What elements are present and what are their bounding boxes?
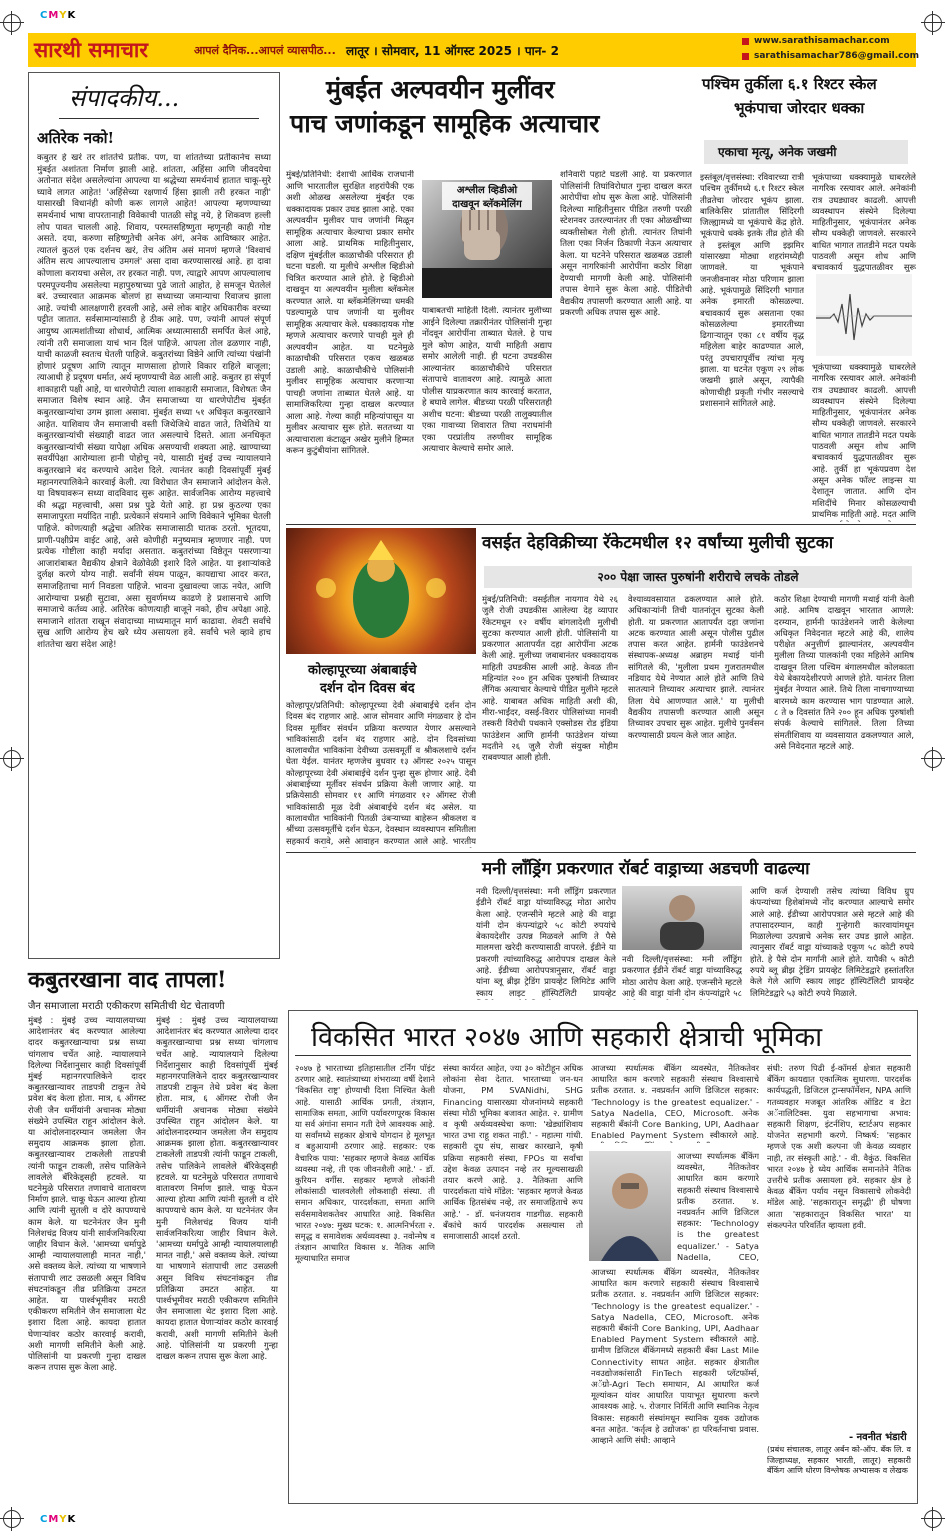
cmyk-mark-top: CMYK (40, 10, 77, 21)
kabutar-body-col1: मुंबई : मुंबई उच्च न्यायालयाच्या आदेशानंतर बंद करण्यात आलेल्या दादर कबुतरखान्याचा प्रश्न सध्या चांगलाच चर्चेत आहे. न्यायालयाने दिलेल्या निर्देशानुसार काही दिवसांपूर्वी मुंबई महानगरपालिकेने दादर कबुतरखान्यावर ताडपत्री टाकून तेथे प्रवेश बंद केला होता. मात्र, ६ ऑगस्ट रोजी जैन धर्मीयांनी अचानक मोठ्या संख्येने उपस्थित राहून आंदोलन केले. या आंदोलनादरम्यान जमलेला जैन समुदाय आक्रमक झाला होता. कबुतरखान्यावर टाकलेली ताडपत्री त्यांनी फाडून टाकली, तसेच पालिकेने लावलेले बॅरिकेड्सही हटवले. या घटनेमुळे परिसरात तणावाचे वातावरण निर्माण झाले. चाकू घेऊन आल्या होत्या आणि त्यांनी सुतली व दोरे कापण्याचे काम केले. या घटनेनंतर जैन मुनी निलेशचंद्र विजय यांनी सार्वजनिकरित्या जाहीर विधान केले. 'आमच्या धर्मापुढे आम्ही न्यायालयालाही मानत नाही,' असे वक्तव्य केले. त्यांच्या या भाषणाने संतापाची लाट उसळली असून विविध संघटनांकडून तीव्र प्रतिक्रिया उमटत आहेत. या पार्श्वभूमीवर मराठी एकीकरण समितीने जैन समाजाला थेट इशारा दिला आहे. कायदा हातात घेणाऱ्यांवर कठोर कारवाई करावी, अशी मागणी समितीने केली आहे. पोलिसांनी या प्रकरणी गुन्हा दाखल करून तपास सुरू केला आहे. (28, 1016, 146, 1374)
kabutar-body-col2: मुंबई : मुंबई उच्च न्यायालयाच्या आदेशानंतर बंद करण्यात आलेल्या दादर कबुतरखान्याचा प्रश्न सध्या चांगलाच चर्चेत आहे. न्यायालयाने दिलेल्या निर्देशानुसार काही दिवसांपूर्वी मुंबई महानगरपालिकेने दादर कबुतरखान्यावर ताडपत्री टाकून तेथे प्रवेश बंद केला होता. मात्र, ६ ऑगस्ट रोजी जैन धर्मीयांनी अचानक मोठ्या संख्येने उपस्थित राहून आंदोलन केले. या आंदोलनादरम्यान जमलेला जैन समुदाय आक्रमक झाला होता. कबुतरखान्यावर टाकलेली ताडपत्री त्यांनी फाडून टाकली, तसेच पालिकेने लावलेले बॅरिकेड्सही हटवले. या घटनेमुळे परिसरात तणावाचे वातावरण निर्माण झाले. चाकू घेऊन आल्या होत्या आणि त्यांनी सुतली व दोरे कापण्याचे काम केले. या घटनेनंतर जैन मुनी निलेशचंद्र विजय यांनी सार्वजनिकरित्या जाहीर विधान केले. 'आमच्या धर्मापुढे आम्ही न्यायालयालाही मानत नाही,' असे वक्तव्य केले. त्यांच्या या भाषणाने संतापाची लाट उसळली असून विविध संघटनांकडून तीव्र प्रतिक्रिया उमटत आहेत. या पार्श्वभूमीवर मराठी एकीकरण समितीने जैन समाजाला थेट इशारा दिला आहे. कायदा हातात घेणाऱ्यांवर कठोर कारवाई करावी, अशी मागणी समितीने केली आहे. पोलिसांनी या प्रकरणी गुन्हा दाखल करून तपास सुरू केला आहे. (156, 1016, 278, 1363)
vasai-headline: वसईत देहविक्रीच्या रॅकेटमधील १२ वर्षांच्या मुलीची सुटका (482, 533, 834, 553)
viksit-headline: विकसित भारत २०४७ आणि सहकारी क्षेत्राची भूमिका (311, 1022, 823, 1053)
viksit-author-note: (प्रबंध संचालक, लातूर अर्बन को-ऑप. बँक लि. व जिल्हाध्यक्ष, सहकार भारती, लातूर) सहकारी बँकिंग आणि धोरण विश्लेषक अभ्यासक व लेखक (767, 1445, 911, 1475)
vasai-body-col3: कठोर शिक्षा देण्याची मागणी मथाई यांनी केली आहे. आमिष दाखवून भारतात आणले: दरम्यान, हार्मनी फाउंडेशनने जारी केलेल्या अधिकृत निवेदनात म्हटले आहे की, शालेय परीक्षेत अनुत्तीर्ण झाल्यानंतर, अल्पवयीन मुलीला तिच्या पालकांनी एका महिलेने आमिष दाखवून तिला पश्चिम बंगालमधील कोलकाता येथे बेकायदेशीरपणे आणले होते. यानंतर तिला मुंबईत नेण्यात आले. तिथे तिला नाचगाण्याच्या बारमध्ये काम करण्यास भाग पाडण्यात आले. ८ ते ७ दिवसांत तिने २०० हून अधिक पुरुषांशी संपर्क केल्याचे सांगितले. तिला तिच्या संमतीशिवाय या व्यवसायात ढकलण्यात आले, असे निवेदनात म्हटले आहे. (774, 594, 914, 751)
divider (295, 1055, 911, 1056)
mumbai-story (286, 72, 694, 524)
vadra-body-col1b: नवी दिल्ली/वृत्तसंस्था: मनी लाँड्रिंग प्रकरणात ईडीने रॉबर्ट वाड्रा यांच्याविरुद्ध मोठा आरोप केला आहे. एजन्सीने म्हटले आहे की वाड्रा यांनी दोन कंपन्यांद्वारे ५८ (622, 954, 742, 998)
editorial-section-title: संपादकीय... (69, 84, 180, 112)
turkey-body-col1: इस्तंबूल/वृत्तसंस्था: रविवारच्या रात्री पश्चिम तुर्कीमध्ये ६.१ रिश्टर स्केल तीव्रतेचा जोरदार भूकंप झाला. बालिकेसिर प्रांतातील सिंदिरगी जिल्ह्यामध्ये या भूकंपाचे केंद्र होते. भूकंपाचे धक्के इतके तीव्र होते की ते इस्तंबूल आणि इझमिर यांसारख्या मोठ्या शहरांमध्येही जाणवले. या भूकंपाने जनजीवनावर मोठा परिणाम झाला आहे. भूकंपामुळे सिंदिरगी भागात अनेक इमारती कोसळल्या. बचावकार्य सुरू असताना एका कोसळलेल्या इमारतीच्या ढिगाऱ्यातून एका ८१ वर्षीय वृद्ध महिलेला बाहेर काढण्यात आले, परंतु उपचारापूर्वीच त्यांचा मृत्यू झाला. या घटनेत एकूण २९ लोक जखमी झाले असून, त्यापैकी कोणाचीही प्रकृती गंभीर नसल्याचे प्रशासनाने सांगितले आहे. (700, 172, 804, 408)
registration-mark-icon (3, 1510, 21, 1528)
turkey-headline-1: पश्चिम तुर्कीला ६.१ रिश्टर स्केल (702, 75, 877, 93)
viksit-body-col2: संस्था कार्यरत आहेत, ज्या ३० कोटीहून अधिक लोकांना सेवा देतात. भारताच्या जन-धन योजना, PM SVANidhi, SHG Financing यासारख्या योजनांमध्ये सहकारी संस्था मोठी भूमिका बजावत आहेत. २. ग्रामीण व कृषी अर्थव्यवस्थेचा कणा: 'खेड्यांशिवाय भारत उभा राहू शकत नाही.' - महात्मा गांधी. सहकारी दूध संघ, साखर कारखाने, कृषी प्रक्रिया सहकारी संस्था, FPOs या सर्वांचा उद्देश केवळ उत्पादन नव्हे तर मूल्यसाखळी तयार करणे आहे. ३. नैतिकता आणि पारदर्शकता यांचे मॉडेल: 'सहकार म्हणजे केवळ आर्थिक हितसंबंध नव्हे, तर समाजहिताचे रूप आहे.' - डॉ. धनंजयराव गाडगीळ. सहकारी बँकांचे कार्य पारदर्शक असल्यास तो समाजासाठी आदर्श ठरतो. (443, 1063, 583, 1242)
vasai-body-col1: मुंबई/प्रतिनिधी: वसईतील नायगाव येथे २६ जुलै रोजी उघडकीस आलेल्या देह व्यापार रॅकेटमधून १२ वर्षीय बांगलादेशी मुलीची सुटका करण्यात आली होती. पोलिसांनी या प्रकरणात आतापर्यंत दहा आरोपींना अटक केली आहे. मुलीच्या जबाबानंतर धक्कादायक माहिती उघडकीस आली आहे. केवळ तीन महिन्यांत २०० हून अधिक पुरुषांनी तिच्यावर लैंगिक अत्याचार केल्याचे पीडित मुलीने म्हटले आहे. याबाबत अधिक माहिती अशी की, मीरा-भाईंदर, वसई-विरार पोलिसांच्या मानवी तस्करी विरोधी पथकाने एक्सोडस रोड इंडिया फाउंडेशन आणि हार्मनी फाउंडेशन यांच्या मदतीने २६ जुलै रोजी संयुक्त मोहीम राबवण्यात आली होती. (482, 594, 618, 763)
vadra-headline: मनी लाँड्रिंग प्रकरणात रॉबर्ट वाड्राच्या अडचणी वाढल्या (482, 859, 810, 879)
mumbai-headline-2: पाच जणांकडून सामूहिक अत्याचार (290, 109, 600, 138)
editorial-title: अतिरेक नको! (37, 129, 115, 147)
cmyk-mark-bottom: CMYK (40, 1514, 77, 1525)
vasai-story (482, 528, 916, 850)
mumbai-body-col1: मुंबई/प्रतिनिधी: देशाची आर्थिक राजधानी आणि भारतातील सुरक्षित शहरांपैकी एक अशी ओळख असलेल्या मुंबईत एक धक्कादायक प्रकार उघड झाला आहे. एका अल्पवयीन मुलीवर पाच जणांनी मिळून सामूहिक अत्याचार केल्याचा प्रकार समोर आला आहे. प्राथमिक माहितीनुसार, दक्षिण मुंबईतील काळाचौकी परिसरात ही घटना घडली. या मुलीचे अश्लील व्हिडीओ चित्रित करण्यात आले होते. हे व्हिडीओ दाखवून या अल्पवयीन मुलीला ब्लॅकमेल करण्यात आले. या ब्लॅकमेलिंगच्या धमकी पडल्यामुळे पाच जणांनी या मुलीवर सामूहिक अत्याचार केले. धक्कादायक गोष्ट म्हणजे अत्याचार करणारे पाचही मुले ही अल्पवयीन आहेत. या घटनेमुळे काळाचौकी परिसरात एकच खळबळ उडाली आहे. काळाचौकीचे पोलिसांनी मुलीवर सामूहिक अत्याचार करणाऱ्या पाचही जणांना ताब्यात घेतले आहे. या सामाजिकरित्या गुन्हा दाखल करण्यात आला आहे. गेल्या काही महिन्यांपासून या मुलीवर अत्याचार सुरू होते. सततच्या या अत्याचाराला कंटाळून अखेर मुलीने हिम्मत करून कुटुंबीयांना सांगितले. (286, 170, 414, 456)
vadra-photo (622, 886, 742, 950)
seismograph-image (816, 274, 912, 356)
bullet-icon (742, 53, 749, 60)
vadra-body-col1: नवी दिल्ली/वृत्तसंस्था: मनी लाँड्रिंग प्रकरणात ईडीने रॉबर्ट वाड्रा यांच्याविरुद्ध मोठा आरोप केला आहे. एजन्सीने म्हटले आहे की वाड्रा यांनी दोन कंपन्यांद्वारे ५८ कोटी रुपयांचे बेकायदेशीर उत्पन्न मिळवले आणि ते पैसे मालमत्ता खरेदी करण्यासाठी वापरले. ईडीने या प्रकरणी त्यांच्याविरुद्ध आरोपपत्र दाखल केले आहे. ईडीच्या आरोपपत्रानुसार, रॉबर्ट वाड्रा यांना ब्लू ब्रीझ ट्रेडिंग प्रायव्हेट लिमिटेड आणि स्काय लाइट हॉस्पिटॅलिटी प्रायव्हेट (476, 886, 616, 998)
ambabai-story (286, 528, 476, 850)
viksit-body-col4: संधी: तरुण पिढी ई-कॉमर्स क्षेत्रात सहकारी बँकिंग कायद्यात एकात्मिक सुधारणा. पारदर्शक कार्यपद्धती, डिजिटल ट्रान्सफॉर्मेशन, NPA आणि गतव्यवहार मजबूत आंतरिक ऑडिट व डेटा अॅनालिटिक्स. युवा सहभागाचा अभाव: सहकारी शिक्षण, इंटर्नशिप, स्टार्टअप सहकार योजनेत सहभागी करणे. निष्कर्ष: 'सहकार म्हणजे एक अशी कल्पना जी केवळ व्यवहार नाही, तर संस्कृती आहे.' - वी. वैकुंठ. विकसित भारत २०४७ हे ध्येय आर्थिक समानतेने नैतिक उत्तरीचे प्रतीक असायला हवे. सहकार क्षेत्र हे केवळ बँकिंग पर्याय नसून विकासाचे लोकवेदी मॉडेल आहे. 'सहकारातून समृद्धी' ही घोषणा आता 'सहकारातून विकसित भारत' या संकल्पनेत परिवर्तित व्हायला हवी. (767, 1063, 911, 1230)
divider (286, 524, 916, 525)
tagline: आपलं दैनिक...आपलं व्यासपीठ... (194, 44, 336, 57)
kabutar-headline: कबुतरखाना वाद तापला! (28, 967, 227, 993)
registration-mark-icon (924, 750, 942, 768)
vasai-subhead: २०० पेक्षा जास्त पुरुषांनी शरीराचे लचके तोडले (484, 566, 912, 588)
viksit-body-col3a: आजच्या स्पर्धात्मक बँकिंग व्यवस्थेत, नैतिकतेवर आधारित काम करणारे सहकारी संस्थाच विश्वासाचे प्रतीक ठरतात. ४. नवप्रवर्तन आणि डिजिटल सहकार: 'Technology is the greatest equalizer.' - Satya Nadella, CEO, Microsoft. अनेक सहकारी बँकांनी Core Banking, UPI, Aadhaar Enabled Payment System स्वीकारले आहे. (591, 1063, 759, 1141)
author-portrait-icon (589, 1151, 671, 1261)
editorial-body: कबुतर हे खरं तर शांततेचे प्रतीक. पण, या शांततेच्या प्रतीकानेच सध्या मुंबईत अशांतता निर्माण झाली आहे. शांतता, अहिंसा आणि जीवदयेचा अतोनात संदेश असलेल्यांना आपल्या या श्रद्धेच्या समर्थनार्थ हातात चाकू-सुरे घ्यावे लागत आहेत! 'अहिंसेच्या रक्षणार्थ हिंसा झाली तरी हरकत नाही' यासारखी विधानंही कोणी करू लागले आहेत! आपल्या म्हणण्याच्या समर्थनार्थ भाषा वापरतानाही विवेकाची पातळी सोडू नये, हे शिकवण हल्ली लोप पावत चालली आहे. शिवाय, परमतसहिष्णुता म्हणूनही काही गोष्ट असते. दया, करुणा सहिष्णुतेची अनेक अंगं, अनेक आविष्कार आहेत. त्यातलं कुठलं एक दर्शनच खरं, तेच अंतिम असं मानणं म्हणजे 'विश्वाचं अंतिम सत्य आपल्यालाच उमगलं' असा दावा करण्यासारखं आहे. हा दावा कोणाला करायचा असेल, तर हरकत नाही. पण, त्याद्वारे आपण आपल्यालाच परमपूज्यनीय असलेल्या महापुरुषाच्या पुढे जातो आहोत, हे समजून घेतलेलं बरं. उच्चारवात आक्रमक बोलणं हा सध्याच्या जमान्याचा रिवाजच झाला आहे. ज्यांची आलक्षणारी हरवली आहे, असे लोक बाहेर अधिकारीक वरच्या पट्टीत जातात. सर्वसामान्यांसाठी हे ठीक आहे. पण, ज्यांनी आपलं संपूर्ण आयुष्य आत्मशांतीच्या शोधार्थ, आत्मिक अध्यात्मासाठी समर्पित केलं आहे, त्यांनी तरी समाजाला याचं भान दिलं पाहिजे. आपला तोल ढळणार नाही, याची काळजी स्वतःच घेतली पाहिजे. कबुतरांच्या विष्ठेने आणि त्यांच्या पंखांनी होणारं प्रदूषण आणि त्यातून माणसाला होणारे विकार राहिले बाजूला; त्याआधी हे प्रदूषण धर्मात, अर्थ म्हणण्याची वेळ आली आहे. कबुतर हा संपूर्ण शाकाहारी पक्षी आहे, या धारणेपोटी त्याला शाकाहारी समाजात, विशेषतः जैन समाजात विशेष स्थान आहे. जैन समाजाच्या या धारणेपोटीच मुंबईत कबुतरखान्यांचा उगम झाला असावा. मुंबईत सध्या ५१ अधिकृत कबुतरखाने आहेत. याशिवाय जैन समाजाची वस्ती जिथेजिथे वाढत जाते, तिथेतिथे या कबुतरखान्यांची संख्याही वाढत जात असल्याचे दिसते. आता अनधिकृत कबुतरखान्यांची संख्या यापेक्षा अधिक असण्याची शक्यता आहे. खाण्याच्या सवयींपेक्षा आरोग्याला हानी पोहोचू नये, यासाठी मुंबई उच्च न्यायालयाने कबुतरखाने बंद करण्याचे आदेश दिले. त्यानंतर काही दिवसांपूर्वी मुंबई महानगरपालिकेने कारवाई केली. त्या विरोधात जैन समाजाने आंदोलन केले. या विषयावरून सध्या वादविवाद सुरू आहेत. सार्वजनिक आरोग्य महत्त्वाचे की श्रद्धा महत्त्वाची, असा प्रश्न पुढे येतो आहे. हा प्रश्न कुठल्या एका समाजापुरता मर्यादित नाही. प्रत्येकाने संयमाने आणि विवेकाने भूमिका घेतली पाहिजे. कोणत्याही श्रद्धेचा अतिरेक समाजासाठी घातक ठरतो. भूतदया, प्राणी-पक्षीप्रेम वाईट आहे, असे कोणीही मनुष्यमात्र म्हणणार नाही. पण प्रत्येक गोष्टीला काही मर्यादा असतात. कबुतरांच्या विष्ठेतून पसरणाऱ्या आजारांबाबत वैद्यकीय क्षेत्राने वेळोवेळी इशारे दिले आहेत. या इशाऱ्यांकडे दुर्लक्ष करणे योग्य नाही. सर्वांनी संयम पाळून, कायद्याचा आदर करत, समाजहिताचा मार्ग निवडला पाहिजे. भावना दुखावल्या जाऊ नयेत, आणि आरोग्याचा प्रश्नही सुटावा, असा सुवर्णमध्य काढणे हे प्रशासनाचे आणि समाजाचे कर्तव्य आहे. अतिरेक कोणत्याही बाजूने नको, हीच अपेक्षा आहे. समाजाने शांतता राखून संवादाच्या माध्यमातून मार्ग काढावा. शेवटी सर्वांचे सुख आणि आरोग्य हेच खरे ध्येय असायला हवे. सर्वांचे भले व्हावे हाच शांततेचा खरा संदेश आहे! (37, 153, 271, 650)
editorial-box (28, 72, 280, 959)
mumbai-body-col2: याबाबतची माहिती दिली. त्यानंतर मुलीच्या आईने दिलेल्या तक्रारीनंतर पोलिसांनी गुन्हा नोंदवून आरोपींना ताब्यात घेतले. हे पाच मुले कोण आहेत, याची माहिती अद्याप समोर आलेली नाही. ही घटना उघडकीस आल्यानंतर काळाचौकीचे परिसरात संतापाचे वातावरण आहे. त्यामुळे आता पोलीस याप्रकरणात काय कारवाई करतात, हे बघावे लागेल. बीडच्या परळी परिसरातही अशीच घटना: बीडच्या परळी तालुक्यातील एका गावाच्या शिवारात तिघा नराधमांनी एका परप्रांतीय तरुणीवर सामूहिक अत्याचार केल्याचे समोर आले. (422, 306, 552, 454)
bullet-icon (742, 38, 749, 45)
header-bar (28, 33, 920, 67)
mumbai-body-col3: शनिवारी पहाटे घडली आहे. या प्रकरणात पोलिसांनी तिघांविरोधात गुन्हा दाखल करत आरोपींचा शोध सुरू केला आहे. पोलिसांनी दिलेल्या माहितीनुसार पीडित तरुणी परळी स्टेशनवर उतरल्यानंतर ती एका ओळखीच्या व्यक्तीसोबत गेली होती. त्यानंतर तिघांनी तिला एका निर्जन ठिकाणी नेऊन अत्याचार केला. या घटनेने परिसरात खळबळ उडाली असून नागरिकांनी आरोपींना कठोर शिक्षा देण्याची मागणी केली आहे. पोलिसांनी तपास वेगाने सुरू केला आहे. पीडितेची वैद्यकीय तपासणी करण्यात आली आहे. या प्रकरणी अधिक तपास सुरू आहे. (560, 170, 692, 318)
masthead: सारथी समाचार (34, 37, 148, 62)
seismograph-icon (816, 274, 912, 356)
divider (286, 852, 916, 853)
email-link[interactable]: sarathisamachar786@gmail.com (754, 51, 920, 61)
dateline: लातूर । सोमवार, 11 ऑगस्ट 2025 । पान- 2 (346, 44, 559, 58)
mumbai-headline-1: मुंबईत अल्पवयीन मुलींवर (326, 75, 555, 104)
turkey-story (700, 72, 916, 524)
viksit-body-col1: २०४७ हे भारताच्या इतिहासातील टर्निंग पॉइंट ठरणार आहे. स्वातंत्र्याच्या शंभराव्या वर्षी देशाने 'विकसित राष्ट्र' होण्याची दिशा निश्चित केली आहे. यासाठी आर्थिक प्रगती, तंत्रज्ञान, सामाजिक समता, आणि पर्यावरणपूरक विकास या सर्व अंगांना समान गती देणे आवश्यक आहे. या सर्वांमध्ये सहकार क्षेत्राचे योगदान हे मूलभूत व बहुआयामी ठरणार आहे. सहकार: एक वैचारिक पाया: 'सहकार म्हणजे केवळ आर्थिक व्यवस्था नव्हे, ती एक जीवनशैली आहे.' - डॉ. कुरियन वर्गीस. सहकार म्हणजे लोकांनी लोकांसाठी चालवलेली लोकशाही संस्था. ती समान अधिकार, पारदर्शकता, समता आणि सर्वसमावेशकतेवर आधारित आहे. विकसित भारत २०४७: मुख्य घटक: १. आत्मनिर्भरता २. समृद्ध व समावेशक अर्थव्यवस्था ३. नवोन्मेष व तंत्रज्ञान आधारित विकास ४. नैतिक आणि मूल्याधारित समाज (295, 1063, 435, 1264)
ambabai-headline-1: कोल्हापूरच्या अंबाबाईचे (308, 663, 417, 678)
vasai-body-col2: वेश्याव्यवसायात ढकलण्यात आले होते. अधिकाऱ्यांनी तिची यातनांतून सुटका केली होती. या प्रकरणात आतापर्यंत दहा जणांना अटक करण्यात आली असून पोलीस पुढील तपास करत आहेत. हार्मनी फाउंडेशनचे संस्थापक-अध्यक्ष अब्राहम मथाई यांनी सांगितले की, 'मुलीला प्रथम गुजरातमधील नडियाद येथे नेण्यात आले होते आणि तिथे सातत्याने तिच्यावर अत्याचार झाले. त्यानंतर तिला येथे आणण्यात आले.' या मुलीची वैद्यकीय तपासणी करण्यात आली असून तिच्यावर उपचार सुरू आहेत. मुलीचे पुनर्वसन करण्यासाठी प्रयत्न केले जात आहेत. (628, 594, 764, 740)
deity-idol-icon (286, 528, 476, 654)
contact-box (734, 33, 920, 67)
website-link[interactable]: www.sarathisamachar.com (754, 36, 890, 46)
author-photo (589, 1151, 671, 1261)
turkey-body-col2a: भूकंपाच्या धक्क्यामुळे घाबरलेले नागरिक रस्त्यावर आले. अनेकांनी रात्र उघड्यावर काढली. आपत्ती व्यवस्थापन संस्थेने दिलेल्या माहितीनुसार, भूकंपानंतर अनेक सौम्य धक्केही जाणवले. सरकारने बाधित भागात तातडीने मदत पथके पाठवली असून शोध आणि बचावकार्य युद्धपातळीवर सुरू (812, 172, 916, 272)
registration-mark-icon (924, 1510, 942, 1528)
ambabai-headline-2: दर्शन दोन दिवस बंद (320, 681, 415, 696)
viksit-author: - नवनीत भंडारी (849, 1432, 907, 1443)
turkey-body-col2b: भूकंपाच्या धक्क्यामुळे घाबरलेले नागरिक रस्त्यावर आले. अनेकांनी रात्र उघड्यावर काढली. आपत्ती व्यवस्थापन संस्थेने दिलेल्या माहितीनुसार, भूकंपानंतर अनेक सौम्य धक्केही जाणवले. सरकारने बाधित भागात तातडीने मदत पथके पाठवली असून शोध आणि बचावकार्य युद्धपातळीवर सुरू आहे. तुर्की हा भूकंपप्रवण देश असून अनेक फॉल्ट लाइन्स या देशातून जातात. आणि दोन मशिदींचे मिनार कोसळल्याची प्राथमिक माहिती आहे. मदत आणि (812, 362, 916, 519)
registration-mark-icon (924, 14, 942, 32)
registration-mark-icon (3, 750, 21, 768)
viksit-body-col3c: आजच्या स्पर्धात्मक बँकिंग व्यवस्थेत, नैतिकतेवर आधारित काम करणारे सहकारी संस्थाच विश्वासाचे प्रतीक ठरतात. ४. नवप्रवर्तन आणि डिजिटल सहकार: 'Technology is the greatest equalizer.' - Satya Nadella, CEO, Microsoft. अनेक सहकारी बँकांनी Core Banking, UPI, Aadhaar Enabled Payment System स्वीकारले आहे. ग्रामीण डिजिटल बँकिंगमध्ये सहकारी बँका Last Mile Connectivity साधत आहेत. सहकार क्षेत्रातील नवउद्योजकांसाठी FinTech सहकारी प्लॅटफॉर्म्स, अॅग्रो-Agri Tech समाधान, AI आधारित कर्ज मूल्यांकन यांवर आधारित पायाभूत सुधारणा करणे आवश्यक आहे. ५. रोजगार निर्मिती आणि स्थानिक नेतृत्व विकास: सहकारी संस्थांमधून स्थानिक युवक उद्योजक बनत आहेत. 'कर्तृत्व हे उद्योजक' हा परिवर्तनाचा प्रवास. आव्हाने आणि संधी: आव्हाने (591, 1267, 759, 1446)
turkey-subhead: एकाचा मृत्यू, अनेक जखमी (704, 140, 908, 164)
vadra-body-col2: आणि कर्ज देण्याशी तसेच त्यांच्या विविध ग्रुप कंपन्यांच्या हिशेबांमध्ये नोंद करण्यात आल्याचे समोर आले आहे. ईडीच्या आरोपपत्रात असे म्हटले आहे की तपासादरम्यान, काही गुन्हेगारी कारवायांमधून मिळालेल्या उत्पन्नाचे अनेक स्तर उघड झाले आहेत. त्यानुसार रॉबर्ट वाड्रा यांच्याकडे एकूण ५८ कोटी रुपये होते. हे पैसे दोन मार्गांनी आले होते. यापैकी ५ कोटी रुपये ब्लू ब्रीझ ट्रेडिंग प्रायव्हेट लिमिटेडद्वारे हस्तांतरित केले गेले आणि स्काय लाइट हॉस्पिटॅलिटी प्रायव्हेट लिमिटेडद्वारे ५३ कोटी रुपये मिळाले. (750, 886, 914, 998)
viksit-story (288, 1010, 918, 1504)
divider (59, 118, 259, 119)
ambabai-photo (286, 528, 476, 654)
vadra-story (476, 856, 916, 1006)
registration-mark-icon (3, 14, 21, 32)
kabutar-subhead: जैन समाजाला मराठी एकीकरण समितीची थेट चेतावणी (28, 1001, 225, 1012)
image-caption: अश्लील व्हिडीओ दाखवून ब्लॅकमेलिंग (442, 182, 532, 210)
kabutar-story (28, 964, 280, 1504)
viksit-body-col3b: आजच्या स्पर्धात्मक बँकिंग व्यवस्थेत, नैतिकतेवर आधारित काम करणारे सहकारी संस्थाच विश्वासाचे प्रतीक ठरतात. ४. नवप्रवर्तन आणि डिजिटल सहकार: 'Technology is the greatest equalizer.' - Satya Nadella, CEO, (677, 1151, 759, 1261)
person-portrait-icon (622, 886, 742, 950)
turkey-headline-2: भूकंपाचा जोरदार धक्का (734, 99, 865, 117)
ambabai-body: कोल्हापूर/प्रतिनिधी: कोल्हापूरच्या देवी अंबाबाईचे दर्शन दोन दिवस बंद राहणार आहे. आज सोमवार आणि मंगळवार हे दोन दिवस मूर्तीवर संवर्धन प्रक्रिया करण्यात येणार असल्याने भाविकांसाठी दर्शन बंद राहणार आहे. दोन दिवसांच्या कालावधीत भाविकांना देवीच्या उत्सवमूर्ती व श्रीकलशाचे दर्शन घेता येईल. यानंतर म्हणजेच बुधवार १३ ऑगस्ट २०२५ पासून कोल्हापूरच्या देवी अंबाबाईचे दर्शन पुन्हा सुरू होणार आहे. देवी अंबाबाईच्या मूर्तीवर संवर्धन प्रक्रिया केली जाणार आहे. या प्रक्रियेसाठी सोमवार ११ आणि मंगळवार १२ ऑगस्ट रोजी भाविकांसाठी मूळ देवी अंबाबाईचे दर्शन बंद असेल. या कालावधीत भाविकांनी पितळी उंबऱ्याच्या बाहेरून श्रीकलश व श्रींच्या उत्सवमूर्तीचे दर्शन घेऊन, देवस्थान व्यवस्थापन समितीला सहकार्य करावे, असे आवाहन करण्यात आले आहे. भारतीय (286, 700, 476, 846)
